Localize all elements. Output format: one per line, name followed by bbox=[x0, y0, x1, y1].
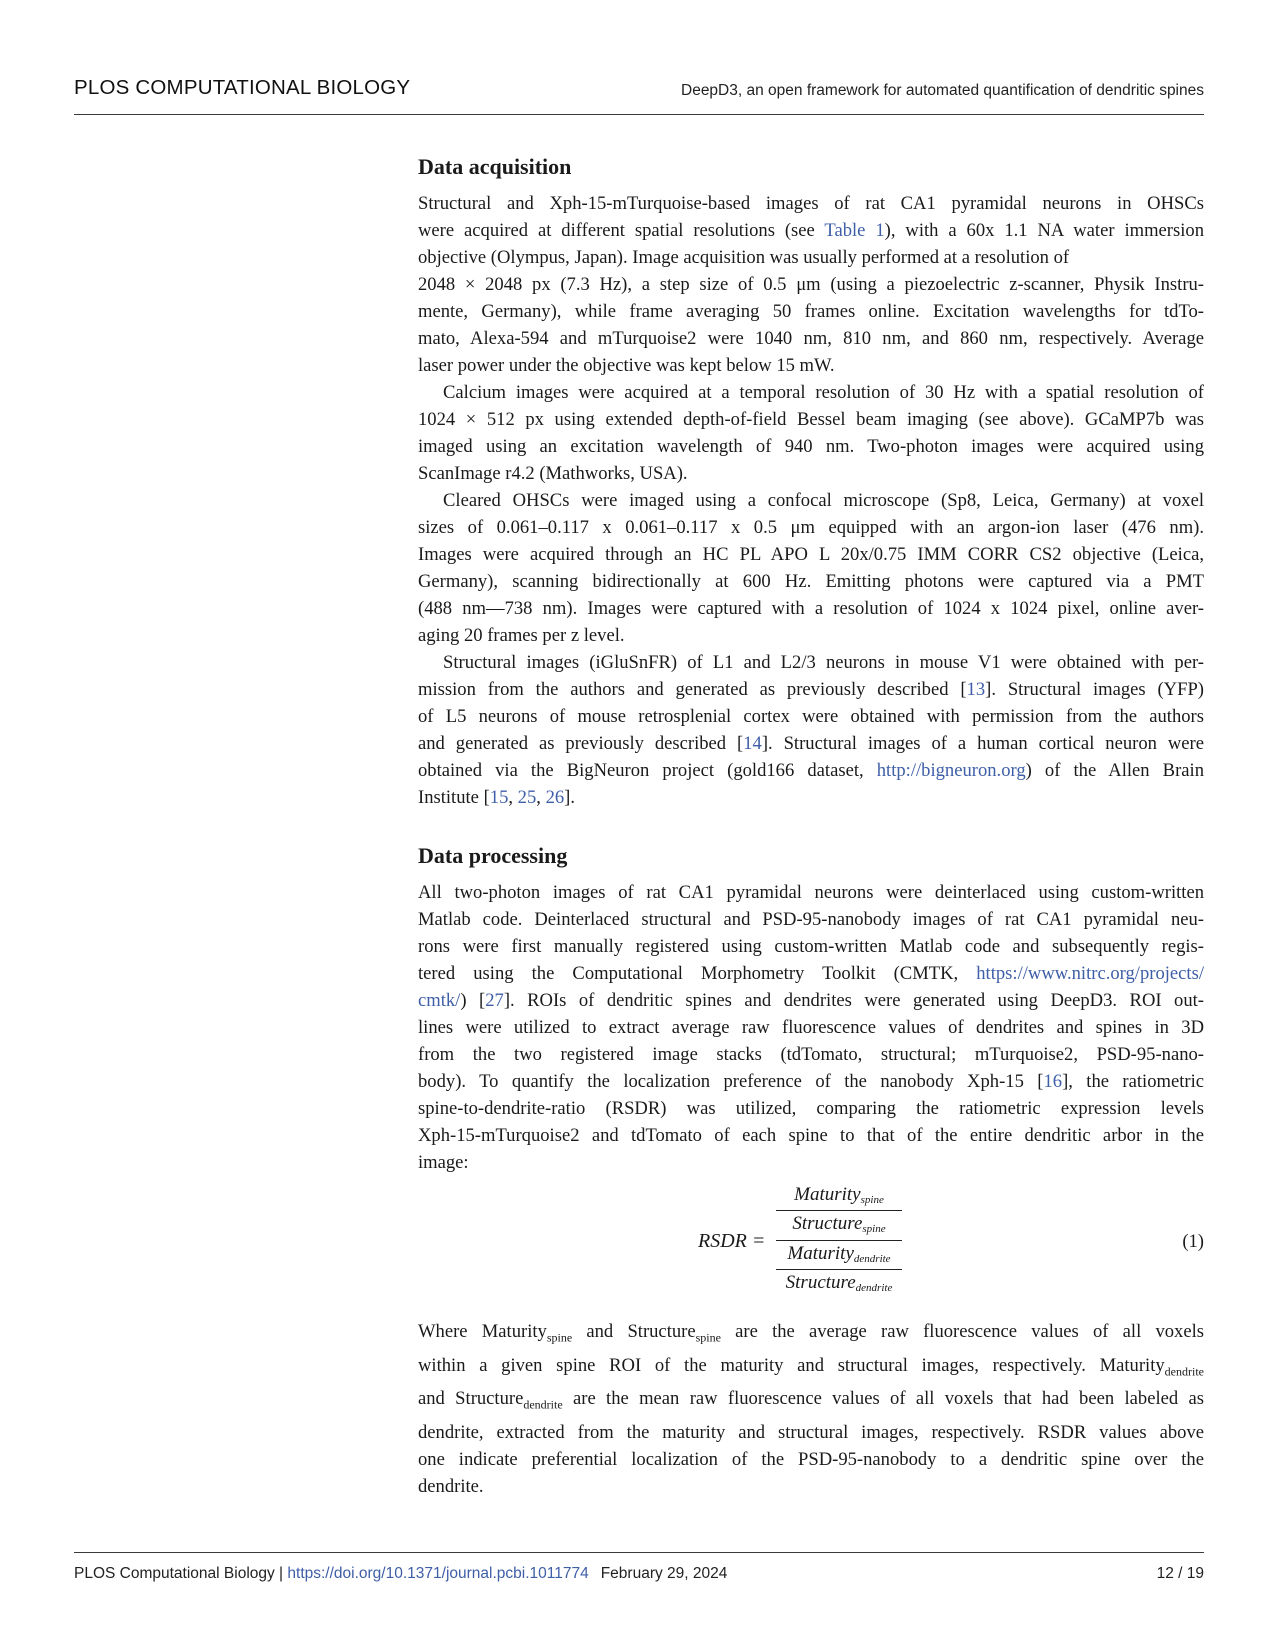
text-line bbox=[418, 960, 1204, 987]
text-line: from the two registered image stacks (tdTomato, structural; mTurquoise2, PSD-95-nano- bbox=[418, 1044, 1204, 1065]
citation-26-link[interactable]: 26 bbox=[545, 787, 565, 808]
text-line: aging 20 frames per z level. bbox=[418, 625, 625, 646]
equation-fraction bbox=[776, 1182, 902, 1298]
text-line: dendrite. bbox=[418, 1476, 484, 1498]
text-span: ) of the Allen Brain bbox=[1025, 760, 1204, 781]
equation-number: (1) bbox=[1182, 1231, 1204, 1252]
text-line: sizes of 0.061–0.117 x 0.061–0.117 x 0.5 μm equipped with an argon-ion laser (476 nm). bbox=[418, 517, 1204, 538]
table-1-link[interactable]: Table 1 bbox=[824, 220, 885, 241]
journal-name: PLOS COMPUTATIONAL BIOLOGY bbox=[74, 76, 411, 99]
footer-journal: PLOS Computational Biology | bbox=[74, 1565, 288, 1582]
text-span: body). To quantify the localization preference of the nanobody Xph-15 [ bbox=[418, 1071, 1044, 1092]
numerator-bottom bbox=[776, 1210, 902, 1239]
denominator-bottom bbox=[776, 1269, 902, 1298]
text-span: and Structure bbox=[572, 1321, 696, 1342]
text-line: Cleared OHSCs were imaged using a confocal microscope (Sp8, Leica, Germany) at voxel bbox=[443, 490, 1204, 511]
text-span: Institute [ bbox=[418, 787, 490, 808]
doi-link[interactable]: https://doi.org/10.1371/journal.pcbi.1011774 bbox=[287, 1565, 589, 1582]
text-line: spine-to-dendrite-ratio (RSDR) was utilized, comparing the ratiometric expression levels bbox=[418, 1098, 1204, 1119]
paragraph bbox=[418, 190, 1204, 379]
text-line: image: bbox=[418, 1152, 469, 1173]
text-span: ]. ROIs of dendritic spines and dendrites were generated using DeepD3. ROI out- bbox=[503, 990, 1204, 1011]
text-line bbox=[418, 676, 1204, 703]
text-line bbox=[418, 987, 1204, 1014]
denominator-top bbox=[776, 1240, 902, 1269]
text-line bbox=[418, 217, 1204, 244]
text-line: dendrite, extracted from the maturity and structural images, respectively. RSDR values above bbox=[418, 1422, 1204, 1444]
text-line: one indicate preferential localization of the PSD-95-nanobody to a dendritic spine over the bbox=[418, 1449, 1204, 1471]
numerator-top bbox=[776, 1182, 902, 1210]
text-line: ScanImage r4.2 (Mathworks, USA). bbox=[418, 463, 688, 484]
text-line: lines were utilized to extract average raw fluorescence values of dendrites and spines in 3D bbox=[418, 1017, 1204, 1038]
text-line bbox=[418, 1385, 1204, 1419]
page-footer bbox=[74, 1552, 1204, 1583]
text-span: ), with a 60x 1.1 NA water immersion bbox=[884, 220, 1204, 241]
text-line: 2048 × 2048 px (7.3 Hz), a step size of 0.5 μm (using a piezoelectric z-scanner, Physik Instru- bbox=[418, 274, 1204, 295]
text-line: of L5 neurons of mouse retrosplenial cortex were obtained with permission from the authors bbox=[418, 706, 1204, 727]
text-span: ]. bbox=[564, 787, 575, 808]
cmtk-link-cont[interactable]: cmtk/ bbox=[418, 990, 461, 1011]
paragraph bbox=[418, 649, 1204, 811]
citation-14-link[interactable]: 14 bbox=[743, 733, 762, 754]
citation-13-link[interactable]: 13 bbox=[966, 679, 986, 700]
citation-15-link[interactable]: 15 bbox=[489, 787, 509, 808]
section-heading-data-acquisition: Data acquisition bbox=[418, 154, 572, 179]
paragraph bbox=[418, 487, 1204, 649]
text-line: Xph-15-mTurquoise2 and tdTomato of each spine to that of the entire dendritic arbor in the bbox=[418, 1125, 1204, 1146]
eq-term: Structure bbox=[785, 1272, 856, 1293]
citation-25-link[interactable]: 25 bbox=[517, 787, 537, 808]
text-span: tered using the Computational Morphometry Toolkit (CMTK, bbox=[418, 963, 977, 984]
text-span: obtained via the BigNeuron project (gold166 dataset, bbox=[418, 760, 877, 781]
text-span: ]. Structural images (YFP) bbox=[985, 679, 1204, 700]
subscript: spine bbox=[695, 1330, 721, 1345]
citation-27-link[interactable]: 27 bbox=[485, 990, 504, 1011]
bigneuron-link[interactable]: http://bigneuron.org bbox=[876, 760, 1026, 781]
subscript: dendrite bbox=[1164, 1364, 1204, 1379]
cmtk-link[interactable]: https://www.nitrc.org/projects/ bbox=[976, 963, 1204, 984]
page-number: 12 / 19 bbox=[1156, 1565, 1204, 1582]
text-line: imaged using an excitation wavelength of 940 nm. Two-photon images were acquired using bbox=[418, 436, 1204, 457]
paragraph bbox=[418, 379, 1204, 487]
text-line bbox=[418, 784, 1204, 811]
eq-term: Structure bbox=[792, 1213, 863, 1234]
text-line: (488 nm—738 nm). Images were captured with a resolution of 1024 x 1024 pixel, online aver- bbox=[418, 598, 1204, 619]
text-span: Where Maturity bbox=[418, 1321, 547, 1342]
text-span: , bbox=[508, 787, 518, 808]
text-line: rons were first manually registered using custom-written Matlab code and subsequently regis- bbox=[418, 936, 1204, 957]
text-line: Structural images (iGluSnFR) of L1 and L2/3 neurons in mouse V1 were obtained with per- bbox=[443, 652, 1204, 673]
text-line: Images were acquired through an HC PL APO L 20x/0.75 IMM CORR CS2 objective (Leica, bbox=[418, 544, 1204, 565]
eq-term: Maturity bbox=[794, 1184, 861, 1205]
text-line: objective (Olympus, Japan). Image acquisition was usually performed at a resolution of bbox=[418, 247, 1070, 268]
text-span: are the average raw fluorescence values of all voxels bbox=[720, 1321, 1204, 1342]
subscript: dendrite bbox=[523, 1398, 563, 1413]
text-span: and generated as previously described [ bbox=[418, 733, 744, 754]
text-span: ], the ratiometric bbox=[1062, 1071, 1204, 1092]
equation-rsdr bbox=[418, 1182, 1204, 1308]
eq-term: Maturity bbox=[787, 1243, 854, 1264]
eq-sub: dendrite bbox=[853, 1253, 891, 1265]
article-body bbox=[418, 152, 1204, 1500]
text-line: All two-photon images of rat CA1 pyramidal neurons were deinterlaced using custom-written bbox=[418, 882, 1204, 903]
text-line: laser power under the objective was kept below 15 mW. bbox=[418, 355, 835, 376]
text-line: mato, Alexa-594 and mTurquoise2 were 1040 nm, 810 nm, and 860 nm, respectively. Average bbox=[418, 328, 1204, 349]
text-line: Germany), scanning bidirectionally at 600 Hz. Emitting photons were captured via a PMT bbox=[418, 571, 1204, 592]
text-line bbox=[418, 1318, 1204, 1352]
text-line bbox=[418, 730, 1204, 757]
text-line: mente, Germany), while frame averaging 50 frames online. Excitation wavelengths for tdTo- bbox=[418, 301, 1204, 322]
subscript: spine bbox=[546, 1330, 573, 1345]
text-span: were acquired at different spatial resolutions (see bbox=[418, 220, 825, 241]
equation-lhs: RSDR = bbox=[698, 1230, 766, 1252]
text-line: Matlab code. Deinterlaced structural and PSD-95-nanobody images of rat CA1 pyramidal neu- bbox=[418, 909, 1204, 930]
text-line: Calcium images were acquired at a temporal resolution of 30 Hz with a spatial resolution of bbox=[443, 382, 1204, 403]
text-line: 1024 × 512 px using extended depth-of-field Bessel beam imaging (see above). GCaMP7b was bbox=[418, 409, 1204, 430]
citation-16-link[interactable]: 16 bbox=[1043, 1071, 1063, 1092]
paragraph bbox=[418, 879, 1204, 1176]
text-span: ]. Structural images of a human cortical neuron were bbox=[761, 733, 1204, 754]
running-title: DeepD3, an open framework for automated quantification of dendritic spines bbox=[681, 82, 1204, 99]
text-span: , bbox=[536, 787, 546, 808]
page-header bbox=[74, 76, 1204, 115]
eq-sub: spine bbox=[862, 1223, 886, 1235]
text-span: mission from the authors and generated as previously described [ bbox=[418, 679, 967, 700]
text-line bbox=[418, 1352, 1204, 1386]
text-line bbox=[418, 1068, 1204, 1095]
section-heading-data-processing: Data processing bbox=[418, 843, 568, 868]
text-span: ) [ bbox=[460, 990, 486, 1011]
text-span: within a given spine ROI of the maturity and structural images, respectively. Maturity bbox=[418, 1354, 1165, 1376]
text-line: Structural and Xph-15-mTurquoise-based images of rat CA1 pyramidal neurons in OHSCs bbox=[418, 193, 1204, 214]
paragraph bbox=[418, 1318, 1204, 1500]
footer-date: February 29, 2024 bbox=[600, 1565, 728, 1582]
text-line bbox=[418, 757, 1204, 784]
eq-sub: dendrite bbox=[855, 1282, 893, 1294]
text-span: are the mean raw fluorescence values of all voxels that had been labeled as bbox=[562, 1388, 1204, 1410]
eq-sub: spine bbox=[860, 1194, 884, 1206]
text-span: and Structure bbox=[418, 1388, 524, 1410]
